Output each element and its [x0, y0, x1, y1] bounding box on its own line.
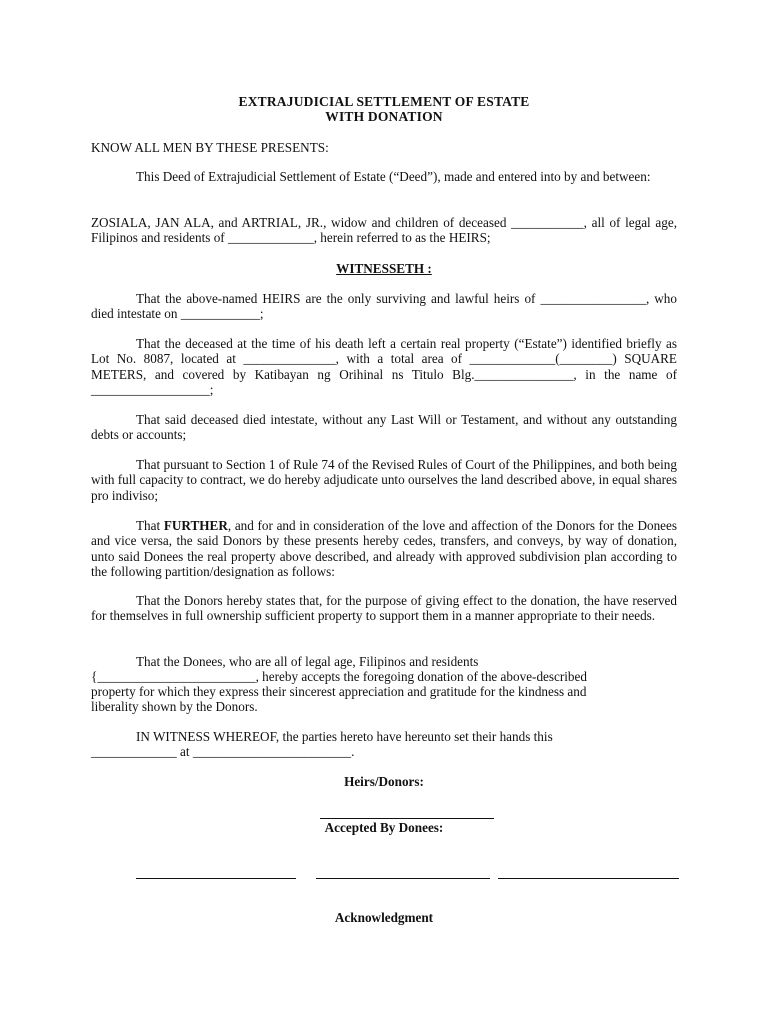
- donees-line2: {________________________, hereby accepts the foregoing donation of the above-described: [91, 669, 587, 684]
- paragraph-further: [91, 518, 677, 580]
- further-rest: , and for and in consideration of the love and affection of the Donors for the Donees and vice versa, the said Donors by these presents hereby cedes, transfers, and conveys, by way of donation, unto said Donees the real property above described, and already with approved subdivision plan according to the following partition/designation as follows:: [91, 518, 678, 580]
- document-title-line2: WITH DONATION: [325, 109, 443, 124]
- document-title-line1: EXTRAJUDICIAL SETTLEMENT OF ESTATE: [238, 94, 530, 109]
- paragraph-deed: This Deed of Extrajudicial Settlement of Estate (“Deed”), made and entered into by and between:: [136, 169, 651, 184]
- paragraph-intestate: That said deceased died intestate, without any Last Will or Testament, and without any outstanding debts or accounts;: [91, 412, 677, 443]
- paragraph-parties: ZOSIALA, JAN ALA, and ARTRIAL, JR., widow and children of deceased ___________, all of legal age, Filipinos and residents of _____________, herein referred to as the HEIRS;: [91, 215, 677, 246]
- acknowledgment-heading: Acknowledgment: [334, 910, 434, 925]
- paragraph-estate: That the deceased at the time of his death left a certain real property (“Estate”) identified briefly as Lot No. 8087, located at ______________, with a total area of _____________(________) SQUARE METERS, and covered by Katibayan ng Orihinal ns Titulo Blg._______________, in the name of __________________;: [91, 336, 677, 398]
- further-bold: FURTHER: [163, 518, 228, 533]
- donees-line3: property for which they express their sincerest appreciation and gratitude for the kindness and: [91, 684, 587, 699]
- witness-line1: IN WITNESS WHEREOF, the parties hereto have hereunto set their hands this: [136, 729, 553, 744]
- further-lead: That: [136, 518, 161, 533]
- witnesseth-heading: WITNESSETH :: [336, 261, 432, 276]
- paragraph-rule74: That pursuant to Section 1 of Rule 74 of the Revised Rules of Court of the Philippines, and both being with full capacity to contract, we do hereby adjudicate unto ourselves the land described above, in equal shares pro indiviso;: [91, 457, 677, 503]
- intro-line: KNOW ALL MEN BY THESE PRESENTS:: [91, 140, 329, 155]
- paragraph-heirs: That the above-named HEIRS are the only surviving and lawful heirs of ________________, who died intestate on ____________;: [91, 291, 677, 322]
- signature-line-donee-2: [316, 878, 490, 879]
- donees-line1: That the Donees, who are all of legal age, Filipinos and residents: [136, 654, 479, 669]
- accepted-by-donees-label: Accepted By Donees:: [324, 820, 444, 835]
- donees-line4: liberality shown by the Donors.: [91, 699, 258, 714]
- paragraph-reserve: That the Donors hereby states that, for the purpose of giving effect to the donation, the have reserved for themselves in full ownership sufficient property to support them in a manner appropriate to their needs.: [91, 593, 677, 624]
- signature-line-donee-3: [498, 878, 679, 879]
- signature-line-heirs: [320, 818, 494, 819]
- witness-line2: _____________ at ________________________.: [91, 744, 355, 759]
- heirs-donors-label: Heirs/Donors:: [344, 774, 424, 789]
- signature-line-donee-1: [136, 878, 296, 879]
